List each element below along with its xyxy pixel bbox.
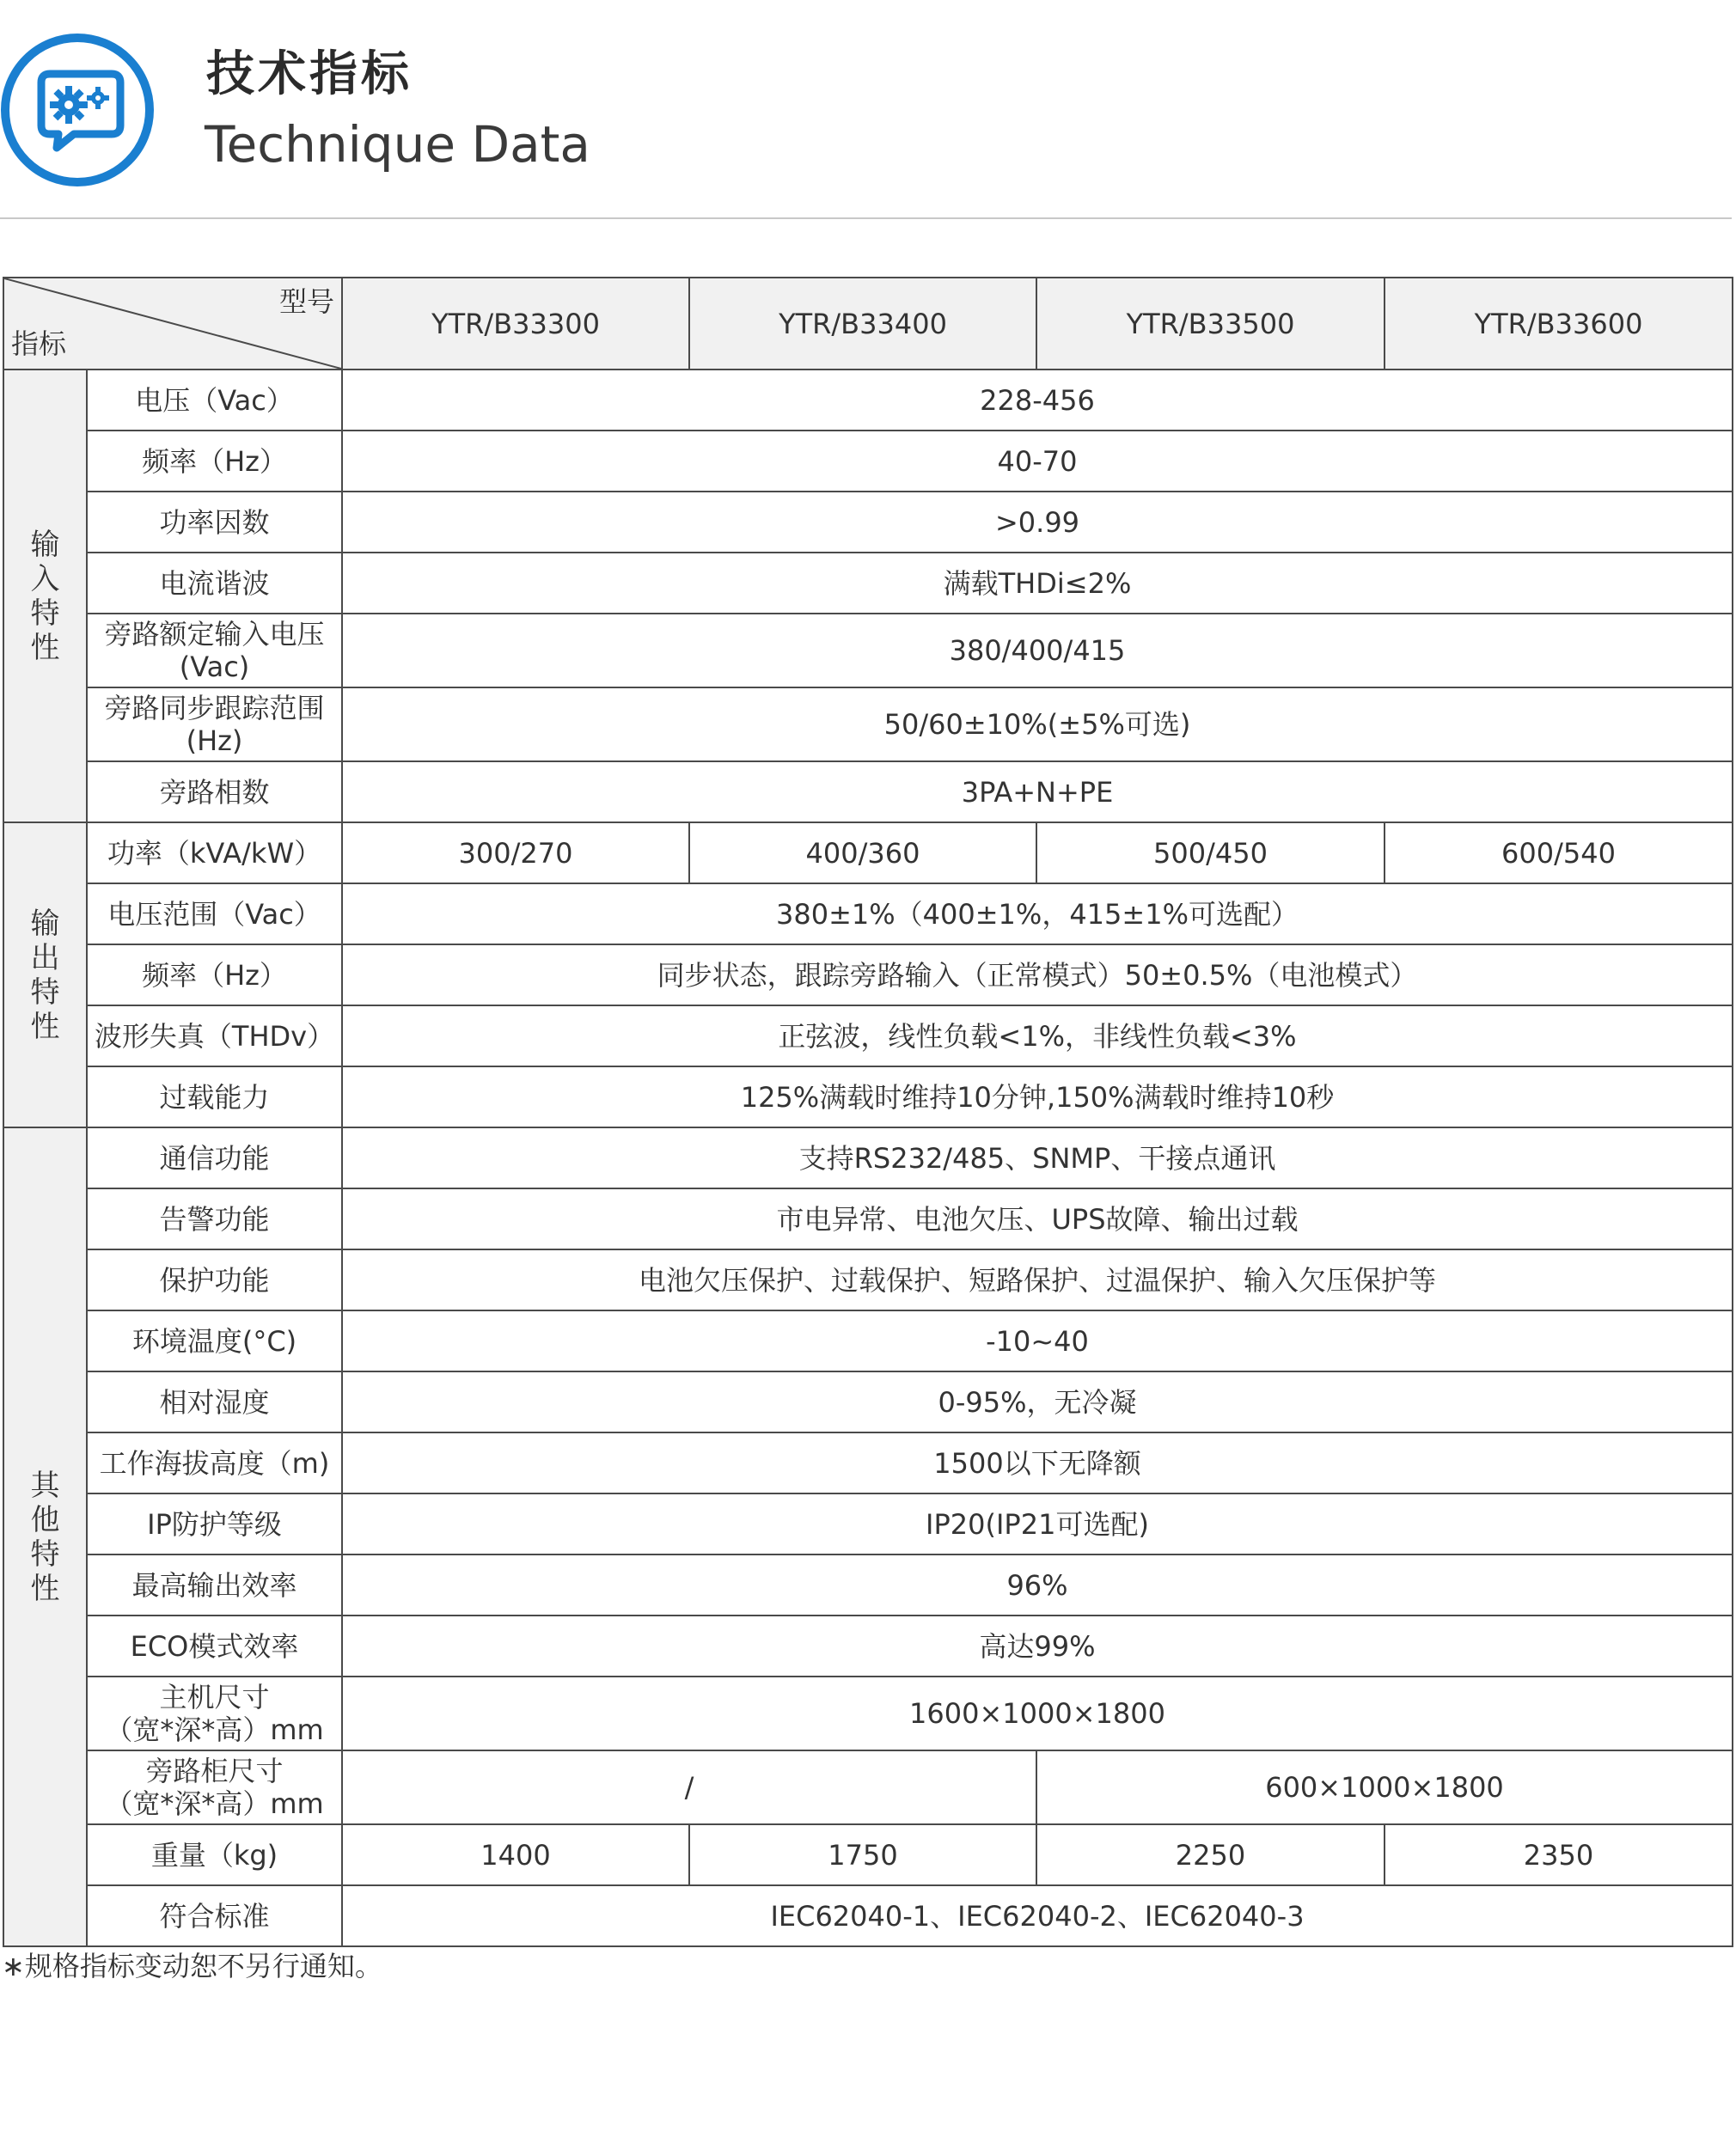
row-label: 旁路相数 <box>87 761 342 822</box>
row-value: 正弦波，线性负载<1%，非线性负载<3% <box>342 1005 1733 1066</box>
table-row <box>3 1750 1733 1824</box>
row-label: IP防护等级 <box>87 1493 342 1554</box>
row-label: 波形失真（THDv） <box>87 1005 342 1066</box>
table-row <box>3 687 1733 761</box>
row-value: 380±1%（400±1%，415±1%可选配） <box>342 883 1733 944</box>
table-header-row <box>3 278 1733 370</box>
row-value: 600/540 <box>1385 822 1733 883</box>
row-label: 重量（kg) <box>87 1824 342 1885</box>
row-value: 3PA+N+PE <box>342 761 1733 822</box>
row-value: 300/270 <box>342 822 689 883</box>
row-value: 125%满载时维持10分钟,150%满载时维持10秒 <box>342 1066 1733 1127</box>
row-label: 工作海拔高度（m) <box>87 1432 342 1493</box>
row-value: 2250 <box>1036 1824 1385 1885</box>
gear-chat-icon <box>0 33 155 187</box>
table-row <box>3 1616 1733 1677</box>
row-label: 环境温度(°C) <box>87 1310 342 1371</box>
page-title-en: Technique Data <box>205 115 590 174</box>
row-value: IP20(IP21可选配) <box>342 1493 1733 1554</box>
row-value: 电池欠压保护、过载保护、短路保护、过温保护、输入欠压保护等 <box>342 1249 1733 1310</box>
row-label: 通信功能 <box>87 1127 342 1188</box>
page-header <box>0 0 1736 219</box>
model-header: YTR/B33300 <box>342 278 689 370</box>
row-label: 符合标准 <box>87 1885 342 1946</box>
row-value: / <box>342 1750 1036 1824</box>
row-label: 旁路柜尺寸 （宽*深*高）mm <box>87 1750 342 1824</box>
row-label: 电压范围（Vac） <box>87 883 342 944</box>
row-label: 电压（Vac） <box>87 370 342 431</box>
row-label: 旁路同步跟踪范围 (Hz) <box>87 687 342 761</box>
row-value: 600×1000×1800 <box>1036 1750 1733 1824</box>
corner-model-label: 型号 <box>278 285 334 318</box>
table-row <box>3 761 1733 822</box>
row-value: 400/360 <box>689 822 1036 883</box>
row-value: 228-456 <box>342 370 1733 431</box>
row-value: 高达99% <box>342 1616 1733 1677</box>
table-row <box>3 1677 1733 1750</box>
row-label: 过载能力 <box>87 1066 342 1127</box>
table-row <box>3 822 1733 883</box>
row-label: 相对湿度 <box>87 1371 342 1432</box>
table-row <box>3 1249 1733 1310</box>
table-row <box>3 1310 1733 1371</box>
row-label: 保护功能 <box>87 1249 342 1310</box>
table-row <box>3 1554 1733 1616</box>
row-value: 满载THDi≤2% <box>342 553 1733 614</box>
row-value: IEC62040-1、IEC62040-2、IEC62040-3 <box>342 1885 1733 1946</box>
row-label: 功率（kVA/kW） <box>87 822 342 883</box>
row-value: 50/60±10%(±5%可选) <box>342 687 1733 761</box>
table-row <box>3 370 1733 431</box>
row-value: 96% <box>342 1554 1733 1616</box>
row-label: 最高输出效率 <box>87 1554 342 1616</box>
table-row <box>3 1493 1733 1554</box>
table-row <box>3 1127 1733 1188</box>
table-row <box>3 1066 1733 1127</box>
table-row <box>3 1371 1733 1432</box>
row-value: 同步状态，跟踪旁路输入（正常模式）50±0.5%（电池模式） <box>342 944 1733 1005</box>
table-row <box>3 1188 1733 1249</box>
row-value: 1400 <box>342 1824 689 1885</box>
table-row <box>3 944 1733 1005</box>
row-value: 0-95%，无冷凝 <box>342 1371 1733 1432</box>
spec-table <box>3 277 1733 1947</box>
row-label: 功率因数 <box>87 492 342 553</box>
row-value: 1750 <box>689 1824 1036 1885</box>
table-row <box>3 492 1733 553</box>
row-label: 频率（Hz） <box>87 944 342 1005</box>
row-label: 电流谐波 <box>87 553 342 614</box>
row-value: 支持RS232/485、SNMP、干接点通讯 <box>342 1127 1733 1188</box>
row-label: 告警功能 <box>87 1188 342 1249</box>
corner-cell <box>3 278 342 370</box>
table-row <box>3 614 1733 687</box>
row-value: 1600×1000×1800 <box>342 1677 1733 1750</box>
table-row <box>3 1432 1733 1493</box>
row-value: 市电异常、电池欠压、UPS故障、输出过载 <box>342 1188 1733 1249</box>
row-value: 1500以下无降额 <box>342 1432 1733 1493</box>
group-label-input: 输 入 特 性 <box>3 370 87 822</box>
table-row <box>3 883 1733 944</box>
row-label: 主机尺寸 （宽*深*高）mm <box>87 1677 342 1750</box>
group-label-other: 其 他 特 性 <box>3 1127 87 1946</box>
row-value: 40-70 <box>342 431 1733 492</box>
table-row <box>3 553 1733 614</box>
table-row <box>3 1885 1733 1946</box>
model-header: YTR/B33400 <box>689 278 1036 370</box>
table-row <box>3 431 1733 492</box>
row-value: >0.99 <box>342 492 1733 553</box>
row-value: 500/450 <box>1036 822 1385 883</box>
row-label: 频率（Hz） <box>87 431 342 492</box>
model-header: YTR/B33600 <box>1385 278 1733 370</box>
corner-index-label: 指标 <box>11 327 67 360</box>
page-title-cn: 技术指标 <box>206 46 413 102</box>
header-divider <box>0 217 1732 219</box>
row-value: 2350 <box>1385 1824 1733 1885</box>
row-value: 380/400/415 <box>342 614 1733 687</box>
group-label-output: 输 出 特 性 <box>3 822 87 1127</box>
table-row <box>3 1824 1733 1885</box>
row-label: ECO模式效率 <box>87 1616 342 1677</box>
row-value: -10~40 <box>342 1310 1733 1371</box>
table-row <box>3 1005 1733 1066</box>
row-label: 旁路额定输入电压 (Vac) <box>87 614 342 687</box>
model-header: YTR/B33500 <box>1036 278 1385 370</box>
footnote: ∗规格指标变动恕不另行通知。 <box>2 1950 382 1982</box>
